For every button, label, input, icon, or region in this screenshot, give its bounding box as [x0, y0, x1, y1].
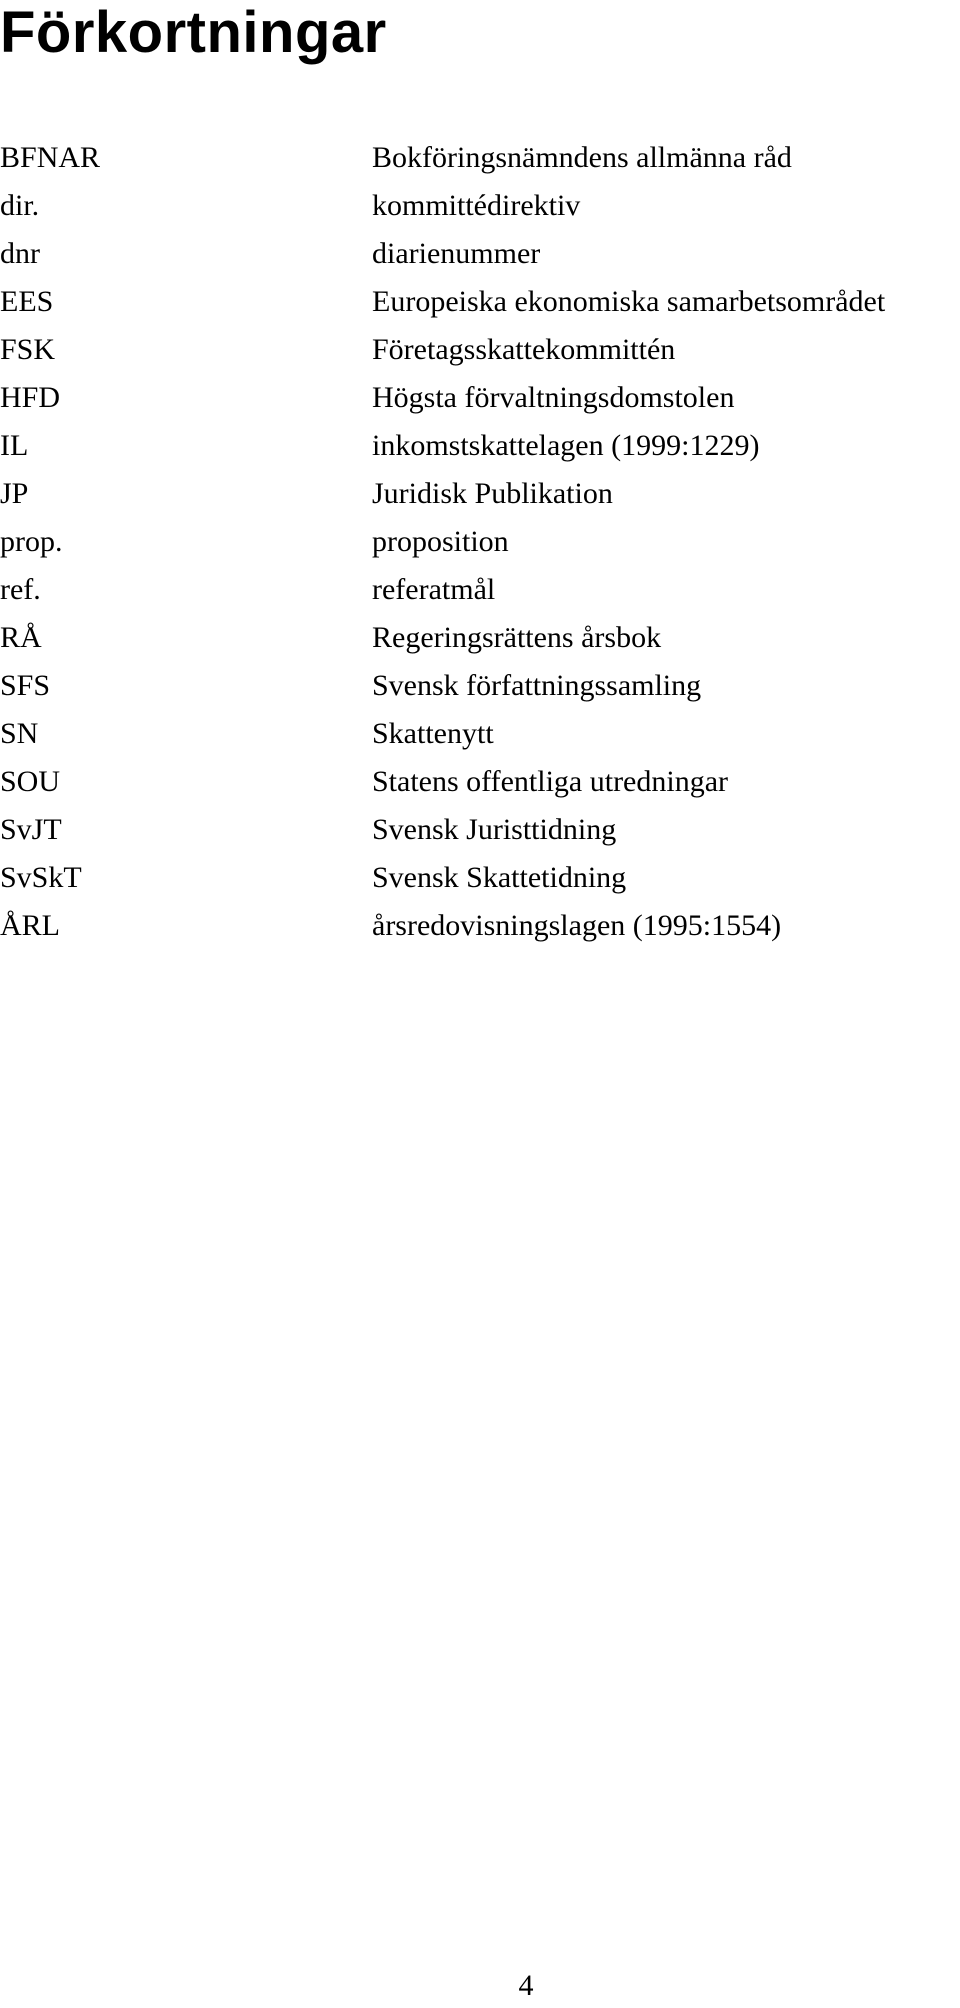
abbreviation-term: JP	[0, 477, 29, 510]
abbreviation-term: ÅRL	[0, 909, 60, 942]
abbreviation-term: SFS	[0, 669, 51, 702]
abbreviation-definition: referatmål	[372, 573, 496, 606]
abbreviation-definition: proposition	[372, 525, 509, 558]
abbreviation-definition: kommittédirektiv	[372, 189, 581, 222]
abbreviation-definition: Svensk Juristtidning	[372, 813, 617, 846]
abbreviation-definition: Svensk författningssamling	[372, 669, 702, 702]
abbreviation-definition: Företagsskattekommittén	[372, 333, 676, 366]
abbreviation-row	[0, 710, 960, 758]
abbreviation-row	[0, 182, 960, 230]
abbreviation-definition: inkomstskattelagen (1999:1229)	[372, 429, 760, 462]
abbreviation-term: HFD	[0, 381, 61, 414]
abbreviation-definition: Svensk Skattetidning	[372, 861, 627, 894]
abbreviation-definition: Juridisk Publikation	[372, 477, 613, 510]
abbreviation-row	[0, 614, 960, 662]
abbreviation-row	[0, 902, 960, 950]
abbreviation-definition: Regeringsrättens årsbok	[372, 621, 662, 654]
abbreviation-definition: Bokföringsnämndens allmänna råd	[372, 141, 792, 174]
abbreviation-row	[0, 134, 960, 182]
abbreviation-definition: Europeiska ekonomiska samarbetsområdet	[372, 285, 886, 318]
abbreviation-row	[0, 758, 960, 806]
abbreviation-definition: Skattenytt	[372, 717, 494, 750]
abbreviation-row	[0, 278, 960, 326]
abbreviation-term: dnr	[0, 237, 40, 270]
page-number: 4	[518, 1969, 534, 2002]
abbreviation-list	[0, 134, 960, 950]
abbreviation-row	[0, 854, 960, 902]
abbreviation-definition: Statens offentliga utredningar	[372, 765, 729, 798]
abbreviation-term: SvJT	[0, 813, 62, 846]
abbreviation-definition: Högsta förvaltningsdomstolen	[372, 381, 735, 414]
abbreviation-term: IL	[0, 429, 29, 462]
abbreviation-term: RÅ	[0, 621, 42, 654]
abbreviation-term: EES	[0, 285, 54, 318]
abbreviation-term: FSK	[0, 333, 56, 366]
abbreviation-row	[0, 470, 960, 518]
page-title: Förkortningar	[0, 0, 387, 65]
abbreviation-row	[0, 422, 960, 470]
abbreviation-row	[0, 662, 960, 710]
abbreviation-definition: diarienummer	[372, 237, 541, 270]
abbreviation-row	[0, 230, 960, 278]
abbreviation-term: SN	[0, 717, 39, 750]
abbreviation-term: ref.	[0, 573, 41, 606]
abbreviation-definition: årsredovisningslagen (1995:1554)	[372, 909, 782, 942]
abbreviation-term: SvSkT	[0, 861, 82, 894]
abbreviation-row	[0, 806, 960, 854]
abbreviation-row	[0, 518, 960, 566]
abbreviation-term: prop.	[0, 525, 63, 558]
abbreviation-row	[0, 374, 960, 422]
abbreviation-term: SOU	[0, 765, 61, 798]
abbreviation-term: BFNAR	[0, 141, 101, 174]
abbreviation-row	[0, 566, 960, 614]
abbreviation-row	[0, 326, 960, 374]
abbreviation-term: dir.	[0, 189, 40, 222]
